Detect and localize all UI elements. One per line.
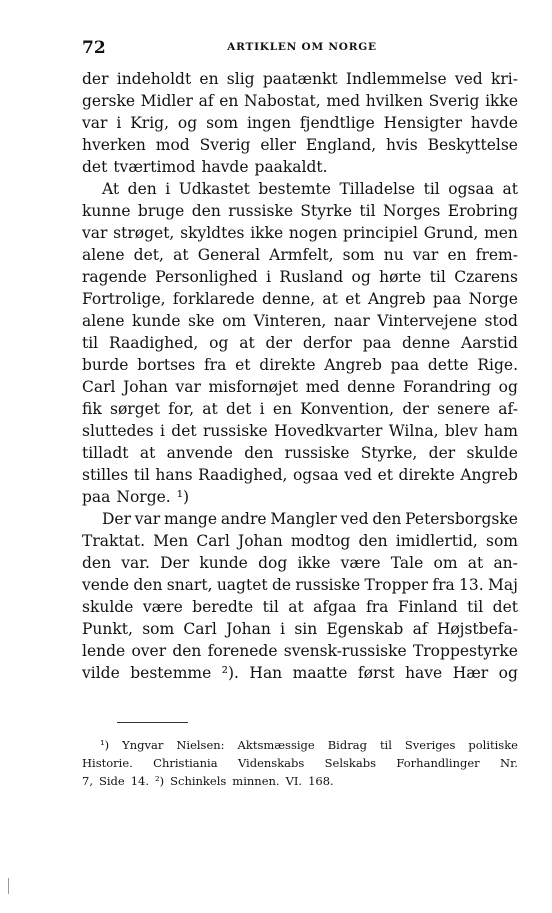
text-line: Fortrolige, forklarede denne, at et Angreb paa Norge: [82, 290, 518, 308]
text-line: tilladt at anvende den russiske Styrke, der skulde: [82, 444, 518, 462]
footnotes: [82, 736, 518, 790]
footnote-separator: [117, 722, 188, 723]
text-line: kunne bruge den russiske Styrke til Norges Erobring: [82, 202, 518, 220]
text-line: alene det, at General Armfelt, som nu var en frem-: [82, 246, 518, 264]
text-line: alene kunde ske om Vinteren, naar Vintervejene stod: [82, 312, 518, 330]
text-line: hverken mod Sverig eller England, hvis Beskyttelse: [82, 136, 518, 154]
text-line: stilles til hans Raadighed, ogsaa ved et direkte Angreb: [82, 466, 518, 484]
text-line: lende over den forenede svensk-russiske Troppestyrke: [82, 642, 518, 660]
text-line: var strøget, skyldtes ikke nogen principiel Grund, men: [82, 224, 518, 242]
text-line: sluttedes i det russiske Hovedkvarter Wilna, blev ham: [82, 422, 518, 440]
running-title: ARTIKLEN OM NORGE: [227, 41, 377, 53]
text-line: til Raadighed, og at der derfor paa denne Aarstid: [82, 334, 518, 352]
footnote-line: 7, Side 14. ²) Schinkels minnen. VI. 168.: [82, 774, 334, 788]
text-line: det tværtimod havde paakaldt.: [82, 158, 328, 176]
page-number: 72: [82, 38, 106, 58]
text-line: Carl Johan var misfornøjet med denne Forandring og: [82, 378, 518, 396]
text-line: der indeholdt en slig paatænkt Indlemmelse ved kri-: [82, 70, 518, 88]
footnote-line: Historie. Christiania Videnskabs Selskabs Forhandlinger Nr.: [82, 756, 518, 770]
text-line: At den i Udkastet bestemte Tilladelse til ogsaa at: [102, 180, 518, 198]
margin-mark: [8, 878, 9, 894]
text-line: Traktat. Men Carl Johan modtog den imidlertid, som: [82, 532, 518, 550]
text-line: fik sørget for, at det i en Konvention, der senere af-: [82, 400, 518, 418]
body-text: [82, 68, 518, 684]
text-line: Punkt, som Carl Johan i sin Egenskab af Højstbefa-: [82, 620, 518, 638]
text-line: vilde bestemme ²). Han maatte først have Hær og: [82, 664, 518, 682]
text-line: vende den snart, uagtet de russiske Tropper fra 13. Maj: [82, 576, 518, 594]
text-line: gerske Midler af en Nabostat, med hvilken Sverig ikke: [82, 92, 518, 110]
text-line: ragende Personlighed i Rusland og hørte til Czarens: [82, 268, 518, 286]
text-line: var i Krig, og som ingen fjendtlige Hensigter havde: [82, 114, 518, 132]
text-line: Der var mange andre Mangler ved den Petersborgske: [102, 510, 518, 528]
page-header: [82, 38, 522, 60]
footnote-line: ¹) Yngvar Nielsen: Aktsmæssige Bidrag til Sveriges politiske: [100, 738, 518, 752]
text-line: burde bortses fra et direkte Angreb paa dette Rige.: [82, 356, 518, 374]
text-line: paa Norge. ¹): [82, 488, 189, 506]
text-line: den var. Der kunde dog ikke være Tale om at an-: [82, 554, 518, 572]
text-line: skulde være beredte til at afgaa fra Finland til det: [82, 598, 518, 616]
